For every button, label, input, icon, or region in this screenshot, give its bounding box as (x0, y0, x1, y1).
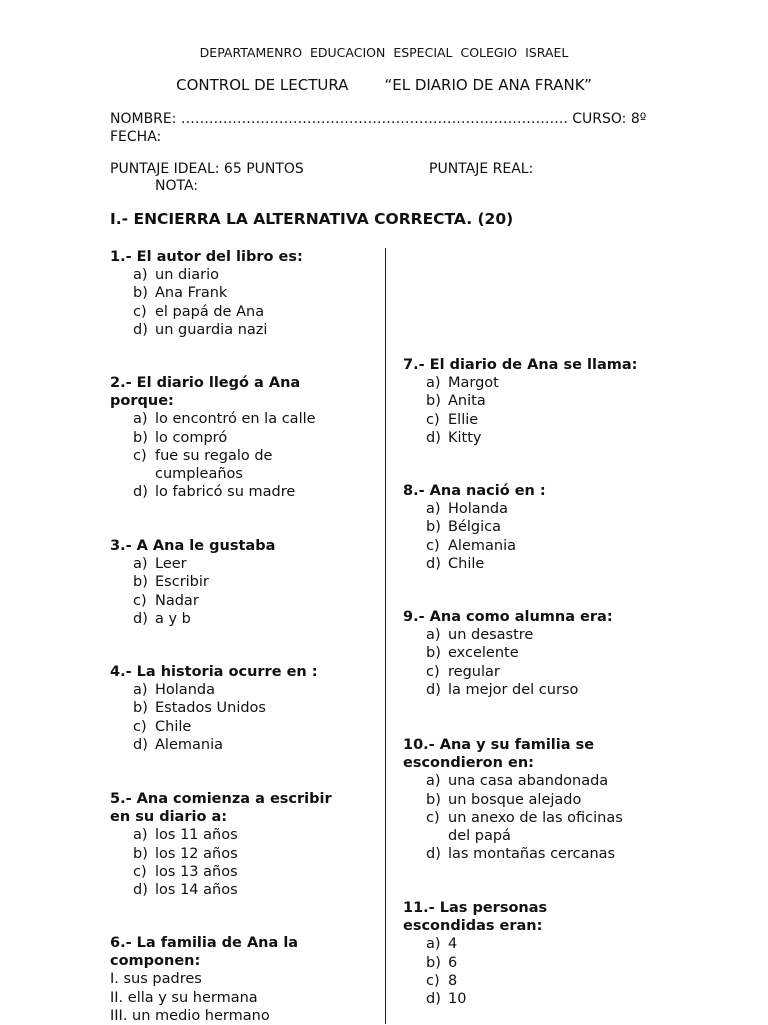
option-text: un desastre (448, 627, 534, 644)
option-letter: b) (133, 700, 148, 717)
option (133, 592, 275, 610)
option-text: el papá de Ana (155, 303, 265, 320)
question-7 (403, 356, 637, 447)
option-text: los 13 años (155, 863, 238, 880)
option-text: Anita (448, 393, 486, 410)
question-heading: 9.- Ana como alumna era: (403, 609, 613, 625)
option-text: Margot (448, 375, 499, 392)
option-letter: c) (133, 592, 147, 609)
question-5 (110, 790, 332, 899)
option-letter: b) (426, 954, 441, 971)
option-letter: b) (133, 574, 148, 591)
option-text: excelente (448, 645, 519, 662)
option (110, 989, 298, 1007)
option-text: II. ella y su hermana (110, 989, 258, 1006)
question-heading: 3.- A Ana le gustaba (110, 538, 276, 554)
option-text: 6 (448, 954, 458, 971)
option-text: Chile (448, 555, 485, 572)
option (426, 500, 546, 518)
options-list (403, 500, 546, 573)
option (133, 845, 332, 863)
option (426, 644, 613, 662)
option-letter: d) (426, 429, 441, 446)
option-letter: b) (426, 791, 441, 808)
question-heading: 11.- Las personas escondidas eran: (403, 900, 548, 935)
fecha-label: FECHA: (110, 129, 162, 145)
question-heading: 7.- El diario de Ana se llama: (403, 357, 638, 373)
option-letter: a) (133, 827, 148, 844)
option (133, 826, 332, 844)
question-heading: 2.- El diario llegó a Ana porque: (110, 375, 301, 410)
option (426, 429, 637, 447)
question-9 (403, 608, 613, 699)
question-2 (110, 374, 316, 501)
option-letter: a) (426, 501, 441, 518)
control-title: CONTROL DE LECTURA (176, 76, 349, 94)
option-text: Ellie (448, 411, 479, 428)
question-6 (110, 934, 298, 1025)
nota-label: NOTA: (155, 178, 199, 194)
options-list (110, 266, 303, 339)
option-text: Chile (155, 718, 192, 735)
option (426, 954, 547, 972)
option-text: los 12 años (155, 845, 238, 862)
option (133, 483, 316, 501)
option (133, 681, 318, 699)
option-letter: d) (133, 610, 148, 627)
option (133, 303, 303, 321)
option-letter: d) (133, 321, 148, 338)
options-list (110, 410, 316, 501)
option (426, 537, 546, 555)
option (133, 447, 316, 483)
option-text: I. sus padres (110, 971, 202, 988)
option (426, 935, 547, 953)
option-text: Alemania (155, 736, 223, 753)
option-text: lo compró (155, 429, 228, 446)
options-list (110, 826, 332, 899)
options-list (403, 374, 637, 447)
book-title: “EL DIARIO DE ANA FRANK” (384, 76, 592, 94)
option (426, 663, 613, 681)
option (426, 411, 637, 429)
page-title (0, 76, 768, 94)
option-text: Estados Unidos (155, 700, 266, 717)
question-heading: 4.- La historia ocurre en : (110, 664, 318, 680)
option-letter: a) (133, 682, 148, 699)
option (133, 410, 316, 428)
option-text: una casa abandonada (448, 773, 609, 790)
column-divider (385, 248, 386, 1024)
option (133, 881, 332, 899)
option-letter: b) (133, 285, 148, 302)
option-letter: d) (426, 555, 441, 572)
option-letter: b) (426, 645, 441, 662)
option-text: lo fabricó su madre (155, 484, 296, 501)
option-text: III. un medio hermano (110, 1007, 270, 1024)
option-text: un guardia nazi (155, 321, 268, 338)
options-list (403, 935, 547, 1008)
option (426, 809, 623, 845)
options-list (110, 555, 275, 628)
question-heading: 10.- Ana y su familia se escondieron en: (403, 737, 595, 772)
option-letter: d) (133, 882, 148, 899)
option-text: Holanda (448, 501, 508, 518)
options-list (110, 681, 318, 754)
option-letter: a) (133, 411, 148, 428)
question-10 (403, 736, 623, 863)
option-letter: b) (133, 845, 148, 862)
option-text: fue su regalo de cumpleaños (155, 447, 273, 483)
option (133, 863, 332, 881)
option-letter: d) (133, 736, 148, 753)
option-letter: d) (426, 681, 441, 698)
nombre-line: NOMBRE: ……………………………………………………………………….. CURSO: 8º (110, 111, 647, 127)
option (426, 972, 547, 990)
option-letter: d) (426, 846, 441, 863)
option (110, 970, 298, 988)
option-text: un anexo de las oficinas del papá (448, 809, 623, 845)
question-3 (110, 537, 275, 628)
option (133, 284, 303, 302)
option-letter: c) (426, 809, 440, 826)
option-letter: d) (133, 484, 148, 501)
option-text: un bosque alejado (448, 791, 582, 808)
option-letter: b) (133, 429, 148, 446)
option (133, 266, 303, 284)
option-letter: a) (426, 375, 441, 392)
options-list (403, 772, 623, 863)
question-4 (110, 663, 318, 754)
option-text: Escribir (155, 574, 209, 591)
option (110, 1007, 298, 1025)
option (133, 699, 318, 717)
option (133, 610, 275, 628)
option (426, 681, 613, 699)
question-heading: 6.- La familia de Ana la componen: (110, 935, 299, 970)
option (426, 772, 623, 790)
option-text: un diario (155, 267, 219, 284)
option (426, 392, 637, 410)
option-text: Leer (155, 556, 187, 573)
option-text: Holanda (155, 682, 215, 699)
section-title: I.- ENCIERRA LA ALTERNATIVA CORRECTA. (20) (110, 210, 514, 228)
option (133, 555, 275, 573)
option-letter: c) (426, 411, 440, 428)
option-letter: a) (426, 627, 441, 644)
option-text: Nadar (155, 592, 199, 609)
puntaje-ideal: PUNTAJE IDEAL: 65 PUNTOS (110, 161, 304, 177)
option-text: 10 (448, 991, 467, 1008)
option-text: las montañas cercanas (448, 846, 616, 863)
option-letter: b) (426, 393, 441, 410)
puntaje-real: PUNTAJE REAL: (429, 161, 534, 177)
option (426, 518, 546, 536)
option-letter: a) (426, 936, 441, 953)
question-11 (403, 899, 547, 1008)
option-text: a y b (155, 610, 191, 627)
option (426, 845, 623, 863)
question-8 (403, 482, 546, 573)
option (133, 573, 275, 591)
option-letter: c) (426, 663, 440, 680)
option (133, 321, 303, 339)
option (426, 791, 623, 809)
option-text: lo encontró en la calle (155, 411, 316, 428)
option (133, 718, 318, 736)
option-text: regular (448, 663, 500, 680)
option-text: la mejor del curso (448, 681, 579, 698)
options-list (403, 626, 613, 699)
option-letter: b) (426, 519, 441, 536)
option (426, 990, 547, 1008)
option-letter: a) (426, 773, 441, 790)
option-text: Ana Frank (155, 285, 228, 302)
option-letter: c) (133, 863, 147, 880)
option (133, 429, 316, 447)
option (426, 374, 637, 392)
option (426, 626, 613, 644)
option-text: Alemania (448, 537, 516, 554)
option-letter: d) (426, 991, 441, 1008)
option-letter: c) (133, 718, 147, 735)
option-text: 4 (448, 936, 458, 953)
option-letter: a) (133, 556, 148, 573)
option-letter: c) (133, 447, 147, 464)
option-text: los 14 años (155, 882, 238, 899)
option-text: Bélgica (448, 519, 501, 536)
question-heading: 5.- Ana comienza a escribir en su diario a: (110, 791, 332, 826)
options-list (110, 970, 298, 1025)
option-letter: c) (426, 537, 440, 554)
option-letter: c) (133, 303, 147, 320)
question-1 (110, 248, 303, 339)
option-text: Kitty (448, 429, 482, 446)
option (426, 555, 546, 573)
option-letter: a) (133, 267, 148, 284)
option-text: 8 (448, 972, 458, 989)
department-header: DEPARTAMENRO EDUCACION ESPECIAL COLEGIO ISRAEL (199, 45, 569, 60)
option-text: los 11 años (155, 827, 238, 844)
option-letter: c) (426, 972, 440, 989)
question-heading: 1.- El autor del libro es: (110, 249, 303, 265)
question-heading: 8.- Ana nació en : (403, 483, 546, 499)
option (133, 736, 318, 754)
